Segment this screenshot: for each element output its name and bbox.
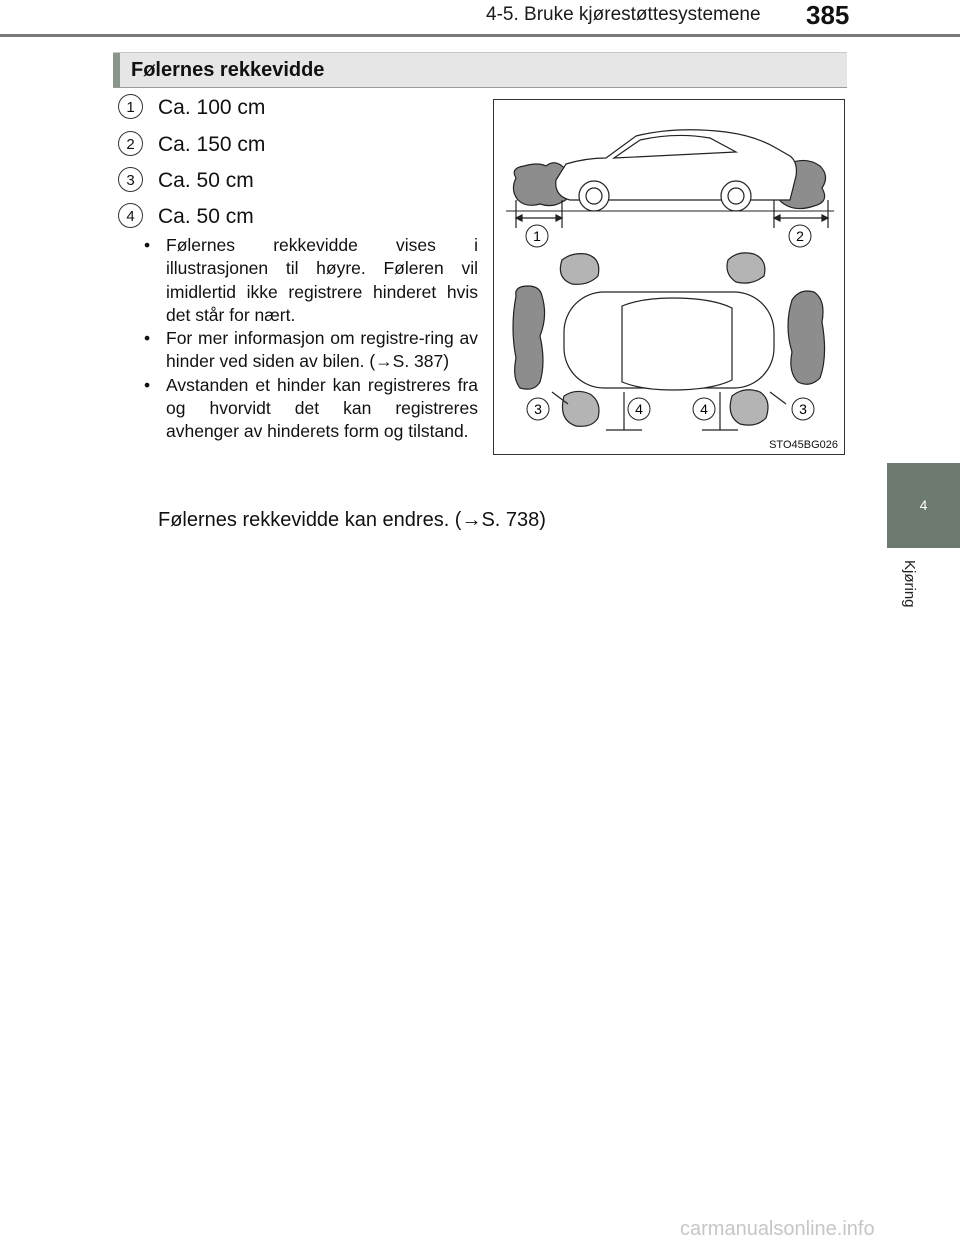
bullet-item — [140, 234, 478, 327]
range-adjust-note[interactable]: Følernes rekkevidde kan endres. (→S. 738) — [158, 509, 546, 531]
top-view — [513, 253, 825, 430]
number-badge: 4 — [118, 203, 143, 228]
figure-label: 4 — [700, 401, 708, 417]
header-title: 4-5. Bruke kjørestøttesystemene — [486, 4, 761, 25]
bullet-text: Følernes rekkevidde vises i illustrasjonen til høyre. Føleren vil imidlertid ikke registrere hinderet hvis det står for nært. — [166, 235, 478, 325]
sensor-range-illustration — [493, 99, 845, 455]
range-text: Ca. 150 cm — [158, 133, 266, 156]
car-roof — [622, 298, 732, 390]
range-text: Ca. 50 cm — [158, 169, 254, 192]
watermark: carmanualsonline.info — [680, 1218, 875, 1240]
side-view — [506, 130, 834, 228]
figure-code: STO45BG026 — [769, 439, 838, 451]
number-badge: 1 — [118, 94, 143, 119]
section-header — [113, 52, 847, 88]
corner-zone-rr — [730, 390, 768, 425]
header-divider — [0, 34, 960, 37]
chapter-tab[interactable]: 4 — [887, 463, 960, 548]
bullet-marker: • — [144, 374, 151, 395]
bullet-text: For mer informasjon om registre-ring av hinder ved siden av bilen. (→S. 387) — [166, 328, 478, 372]
corner-zone-fl — [560, 254, 598, 285]
range-text: Ca. 100 cm — [158, 96, 266, 119]
figure-label: 4 — [635, 401, 643, 417]
sensor-diagram — [494, 100, 846, 456]
bullet-marker: • — [144, 328, 151, 349]
number-badge: 3 — [118, 167, 143, 192]
section-title: Følernes rekkevidde — [131, 59, 325, 81]
bullet-text: Avstanden et hinder kan registreres fra og hvorvidt det kan registreres avhenger av hinderets form og tilstand. — [166, 374, 478, 442]
bullet-list — [140, 234, 478, 444]
figure-label: 3 — [534, 401, 542, 417]
corner-zone-rl — [727, 253, 765, 283]
bullet-marker: • — [144, 235, 151, 255]
page-number: 385 — [806, 0, 850, 30]
rear-sensor-zone-top — [788, 291, 825, 384]
figure-label: 3 — [799, 401, 807, 417]
corner-zone-fr — [563, 391, 600, 426]
figure-label: 2 — [796, 228, 804, 244]
number-badge: 2 — [118, 131, 143, 156]
bullet-item — [140, 374, 478, 444]
range-text: Ca. 50 cm — [158, 205, 254, 228]
chapter-label: Kjøring — [901, 560, 918, 608]
bullet-item — [140, 327, 478, 374]
front-sensor-zone-top — [513, 286, 545, 389]
section-accent — [113, 53, 120, 87]
figure-label: 1 — [533, 228, 541, 244]
